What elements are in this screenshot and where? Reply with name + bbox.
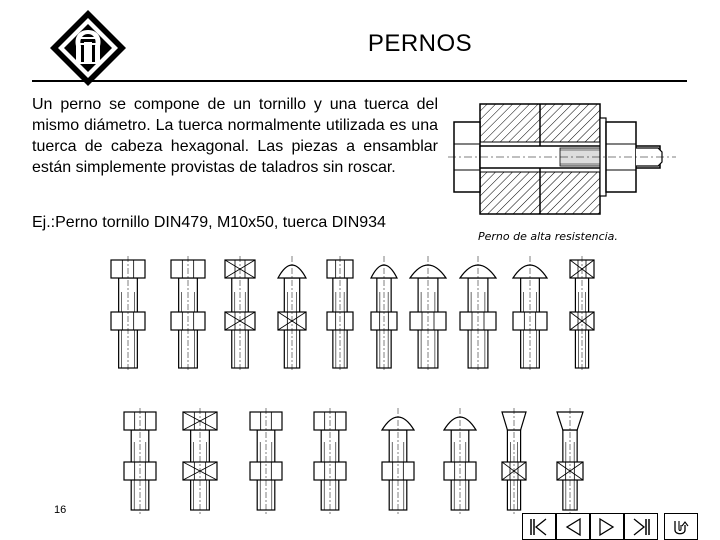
- last-slide-icon: [630, 517, 652, 537]
- bolt-sample: [570, 256, 594, 372]
- bolt-section-drawing: [448, 92, 678, 222]
- bolt-sample: [327, 256, 353, 372]
- figure-caption: Perno de alta resistencia.: [478, 230, 618, 243]
- bolt-sample: [250, 408, 282, 514]
- bolt-types-drawing: [100, 246, 620, 516]
- return-button[interactable]: [664, 513, 698, 540]
- previous-slide-button[interactable]: [556, 513, 590, 540]
- page-title: PERNOS: [367, 30, 473, 57]
- last-slide-button[interactable]: [624, 513, 658, 540]
- bolt-sample: [557, 408, 583, 514]
- next-slide-button[interactable]: [590, 513, 624, 540]
- bolt-sample: [371, 256, 397, 372]
- title-divider: [32, 80, 687, 82]
- first-slide-button[interactable]: [522, 513, 556, 540]
- page-number: 16: [54, 504, 67, 516]
- bolt-sample: [171, 256, 205, 372]
- bolt-sample: [444, 408, 476, 514]
- slide-navigation: [522, 513, 698, 540]
- bolt-sample: [382, 408, 414, 514]
- example-text: Ej.:Perno tornillo DIN479, M10x50, tuerca DIN934: [32, 214, 386, 231]
- bolt-sample: [314, 408, 346, 514]
- first-slide-icon: [528, 517, 550, 537]
- description-paragraph: Un perno se compone de un tornillo y una tuerca del mismo diámetro. La tuerca normalmente utilizada es una tuerca de cabeza hexagonal. Las piezas a ensamblar están simplemente provistas de taladros sin roscar.: [32, 96, 438, 176]
- bolt-sample: [460, 256, 496, 372]
- next-slide-icon: [596, 517, 618, 537]
- return-icon: [670, 517, 692, 537]
- bolt-sample: [502, 408, 526, 514]
- bolt-sample: [513, 256, 547, 372]
- bolt-sample: [410, 256, 446, 372]
- bolt-sample: [225, 256, 255, 372]
- university-seal-icon: [48, 8, 128, 88]
- bolt-sample: [111, 256, 145, 372]
- previous-slide-icon: [562, 517, 584, 537]
- bolt-sample: [124, 408, 156, 514]
- bolt-sample: [278, 256, 306, 372]
- bolt-sample: [183, 408, 217, 514]
